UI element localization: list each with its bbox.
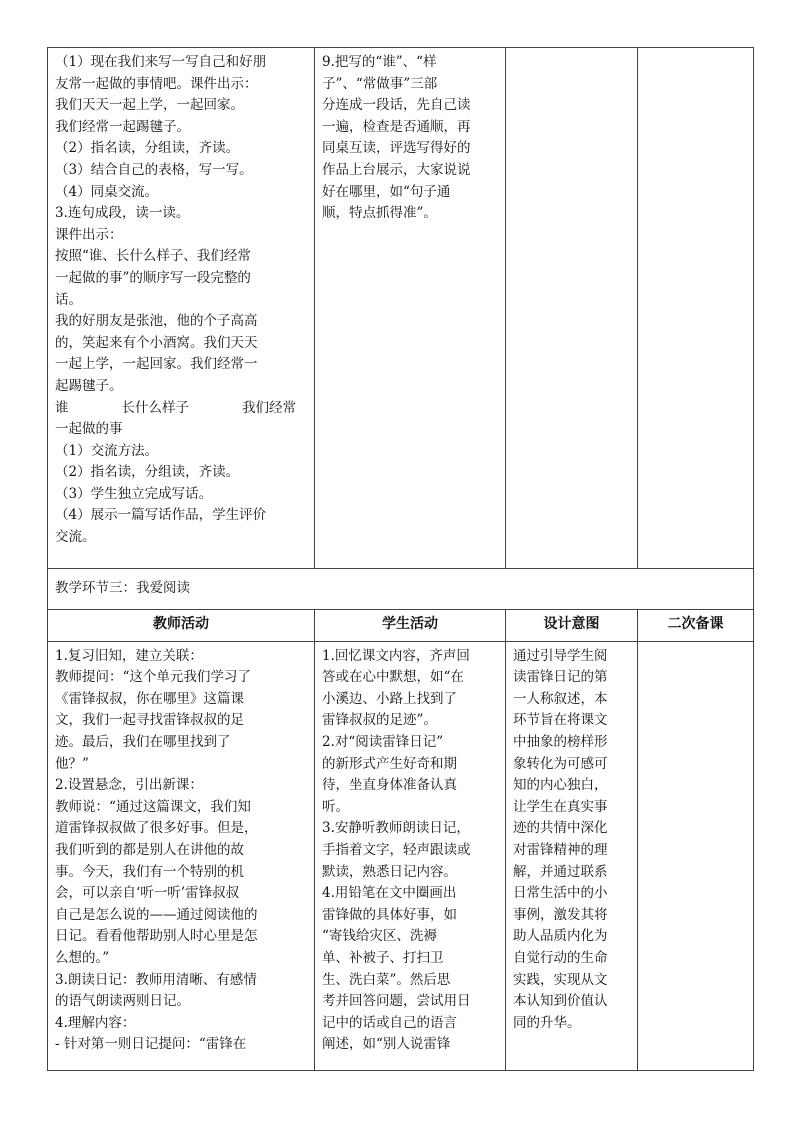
bottom-intent-line: 本认知到价值认 <box>513 993 608 1010</box>
bottom-intent-line: 通过引导学生阅 <box>513 647 608 664</box>
top-teacher-line: （2）指名读，分组读，齐读。 <box>55 464 240 481</box>
top-teacher-line: 的，笑起来有个小酒窝。我们天天 <box>55 334 258 351</box>
bottom-content-row <box>48 641 754 1070</box>
top-student-line: 一遍，检查是否通顺，再 <box>322 118 471 135</box>
bottom-student-line: 单、补被子、打扫卫 <box>322 949 444 966</box>
top-teacher-line: 我的好朋友是张池，他的个子高高 <box>55 313 258 330</box>
bottom-intent-line: 实践，实现从文 <box>513 971 608 988</box>
bottom-intent-line: 让学生在真实事 <box>513 798 608 815</box>
header-row <box>48 609 754 641</box>
table-word: 长什么样子 <box>121 399 189 416</box>
bottom-teacher-line: 的语气朗读两则日记。 <box>55 993 190 1010</box>
bottom-intent-line: 同的升华。 <box>513 1014 581 1031</box>
bottom-second-cell <box>638 641 754 1070</box>
bottom-student-line: 手指着文字，轻声跟读或 <box>322 841 471 858</box>
bottom-teacher-line: 教师说：“通过这篇课文，我们知 <box>55 798 251 815</box>
bottom-intent-line: 环节旨在将课文 <box>513 712 608 729</box>
top-student-line: 顺，特点抓得准”。 <box>322 205 437 222</box>
bottom-student-line: 小溪边、小路上找到了 <box>322 690 457 707</box>
top-teacher-line: （4）同桌交流。 <box>55 183 159 200</box>
top-intent-cell <box>506 48 638 569</box>
bottom-student-line: 的新形式产生好奇和期 <box>322 755 457 772</box>
bottom-teacher-line: 么想的。” <box>55 949 110 966</box>
bottom-teacher-line: 我们听到的都是别人在讲他的故 <box>55 841 244 858</box>
header-student-activity: 学生活动 <box>315 609 506 641</box>
bottom-teacher-line: 道雷锋叔叔做了很多好事。但是， <box>55 820 258 837</box>
bottom-teacher-line: 文，我们一起寻找雷锋叔叔的足 <box>55 712 244 729</box>
top-teacher-line: 交流。 <box>55 529 96 546</box>
table-word: 谁 <box>55 399 69 416</box>
bottom-intent-line: 日常生活中的小 <box>513 885 608 902</box>
bottom-intent-line: 迹的共情中深化 <box>513 820 608 837</box>
bottom-intent-line: 事例，激发其将 <box>513 906 608 923</box>
bottom-student-line: 阐述，如“别人说雷锋 <box>322 1036 451 1053</box>
bottom-student-line: 记中的话或自己的语言 <box>322 1014 457 1031</box>
bottom-teacher-line: 《雷锋叔叔，你在哪里》这篇课 <box>55 690 244 707</box>
top-teacher-line: 友常一起做的事情吧。课件出示： <box>55 75 258 92</box>
header-design-intent: 设计意图 <box>506 609 638 641</box>
bottom-teacher-line: 教师提问：“这个单元我们学习了 <box>55 669 251 686</box>
bottom-student-line: 3.安静听教师朗读日记， <box>322 820 470 837</box>
top-teacher-line: （3）学生独立完成写话。 <box>55 485 213 502</box>
bottom-teacher-line: - 针对第一则日记提问：“雷锋在 <box>55 1036 247 1053</box>
bottom-student-line: 1.回忆课文内容，齐声回 <box>322 647 470 664</box>
bottom-student-line: 2.对“阅读雷锋日记” <box>322 733 444 750</box>
top-student-line: 9.把写的“谁”、“样 <box>322 54 437 70</box>
top-teacher-line: 我们天天一起上学，一起回家。 <box>55 97 244 114</box>
bottom-student-line: 待，坐直身体准备认真 <box>322 777 457 794</box>
bottom-teacher-line: 1.复习旧知，建立关联： <box>55 647 203 664</box>
top-teacher-line: 3.连句成段，读一读。 <box>55 205 190 222</box>
bottom-intent-line: 知的内心独白， <box>513 777 608 794</box>
bottom-teacher-cell <box>48 641 315 1070</box>
bottom-intent-line: 自觉行动的生命 <box>513 949 608 966</box>
bottom-intent-line: 助人品质内化为 <box>513 928 608 945</box>
top-teacher-line: （1）交流方法。 <box>55 442 159 459</box>
lesson-plan-table <box>47 47 754 1071</box>
bottom-teacher-line: 会，可以亲自‘听一听’雷锋叔叔 <box>55 885 240 902</box>
top-second-cell <box>638 48 754 569</box>
bottom-student-cell <box>315 641 506 1070</box>
bottom-teacher-line: 2.设置悬念，引出新课： <box>55 777 203 794</box>
bottom-teacher-line: 日记。看看他帮助别人时心里是怎 <box>55 928 258 945</box>
top-student-line: 同桌互读，评选写得好的 <box>322 140 471 157</box>
bottom-teacher-line: 自己是怎么说的——通过阅读他的 <box>55 906 258 923</box>
header-teacher-activity: 教师活动 <box>48 609 315 641</box>
bottom-intent-line: 读雷锋日记的第 <box>513 669 608 686</box>
bottom-student-line: 4.用铅笔在文中圈画出 <box>322 885 457 902</box>
table-word: 我们经常 <box>242 399 296 416</box>
top-student-cell <box>315 48 506 569</box>
bottom-student-line: “寄钱给灾区、洗褥 <box>322 928 437 945</box>
bottom-student-line: 默读，熟悉日记内容。 <box>322 863 457 880</box>
top-content-row <box>48 48 754 569</box>
top-student-line: 子”、“常做事”三部 <box>322 75 438 92</box>
bottom-student-line: 听。 <box>322 798 349 815</box>
top-student-line: 好在哪里，如“句子通 <box>322 183 451 200</box>
header-second-prep: 二次备课 <box>638 609 754 641</box>
top-teacher-line: 我们经常一起踢毽子。 <box>55 118 190 135</box>
bottom-student-line: 考并回答问题，尝试用日 <box>322 993 471 1010</box>
top-teacher-line: （1）现在我们来写一写自己和好朋 <box>55 54 267 70</box>
top-teacher-line: 一起做的事 <box>55 421 123 438</box>
top-teacher-line: 起踢毽子。 <box>55 377 123 394</box>
bottom-student-line: 生、洗白菜”。然后思 <box>322 971 451 988</box>
section-row <box>48 569 754 610</box>
top-teacher-line: （4）展示一篇写话作品，学生评价 <box>55 507 267 524</box>
bottom-teacher-line: 事。今天，我们有一个特别的机 <box>55 863 244 880</box>
bottom-teacher-line: 迹。最后，我们在哪里找到了 <box>55 733 231 750</box>
top-teacher-line: （2）指名读，分组读，齐读。 <box>55 140 240 157</box>
top-teacher-line: 一起上学，一起回家。我们经常一 <box>55 356 258 373</box>
bottom-student-line: 雷锋叔叔的足迹”。 <box>322 712 437 729</box>
bottom-intent-line: 解，并通过联系 <box>513 863 608 880</box>
bottom-intent-line: 一人称叙述，本 <box>513 690 608 707</box>
bottom-intent-cell <box>506 641 638 1070</box>
top-teacher-line: 一起做的事”的顺序写一段完整的 <box>55 269 251 286</box>
bottom-teacher-line: 3.朗读日记：教师用清晰、有感情 <box>55 971 257 988</box>
bottom-teacher-line: 他？” <box>55 755 89 772</box>
top-teacher-line: 按照“谁、长什么样子、我们经常 <box>55 248 251 265</box>
top-teacher-line: 课件出示： <box>55 226 123 243</box>
bottom-intent-line: 象转化为可感可 <box>513 755 608 772</box>
top-teacher-line <box>55 398 308 420</box>
bottom-student-line: 答或在心中默想，如“在 <box>322 669 464 686</box>
bottom-intent-line: 对雷锋精神的理 <box>513 841 608 858</box>
top-student-line: 分连成一段话，先自己读 <box>322 97 471 114</box>
bottom-student-line: 雷锋做的具体好事，如 <box>322 906 457 923</box>
bottom-intent-line: 中抽象的榜样形 <box>513 733 608 750</box>
top-student-line: 作品上台展示，大家说说 <box>322 161 471 178</box>
section-title: 教学环节三：我爱阅读 <box>48 569 754 610</box>
top-teacher-cell <box>48 48 315 569</box>
bottom-teacher-line: 4.理解内容： <box>55 1014 136 1031</box>
top-teacher-line: 话。 <box>55 291 82 308</box>
top-teacher-line: （3）结合自己的表格，写一写。 <box>55 161 253 178</box>
